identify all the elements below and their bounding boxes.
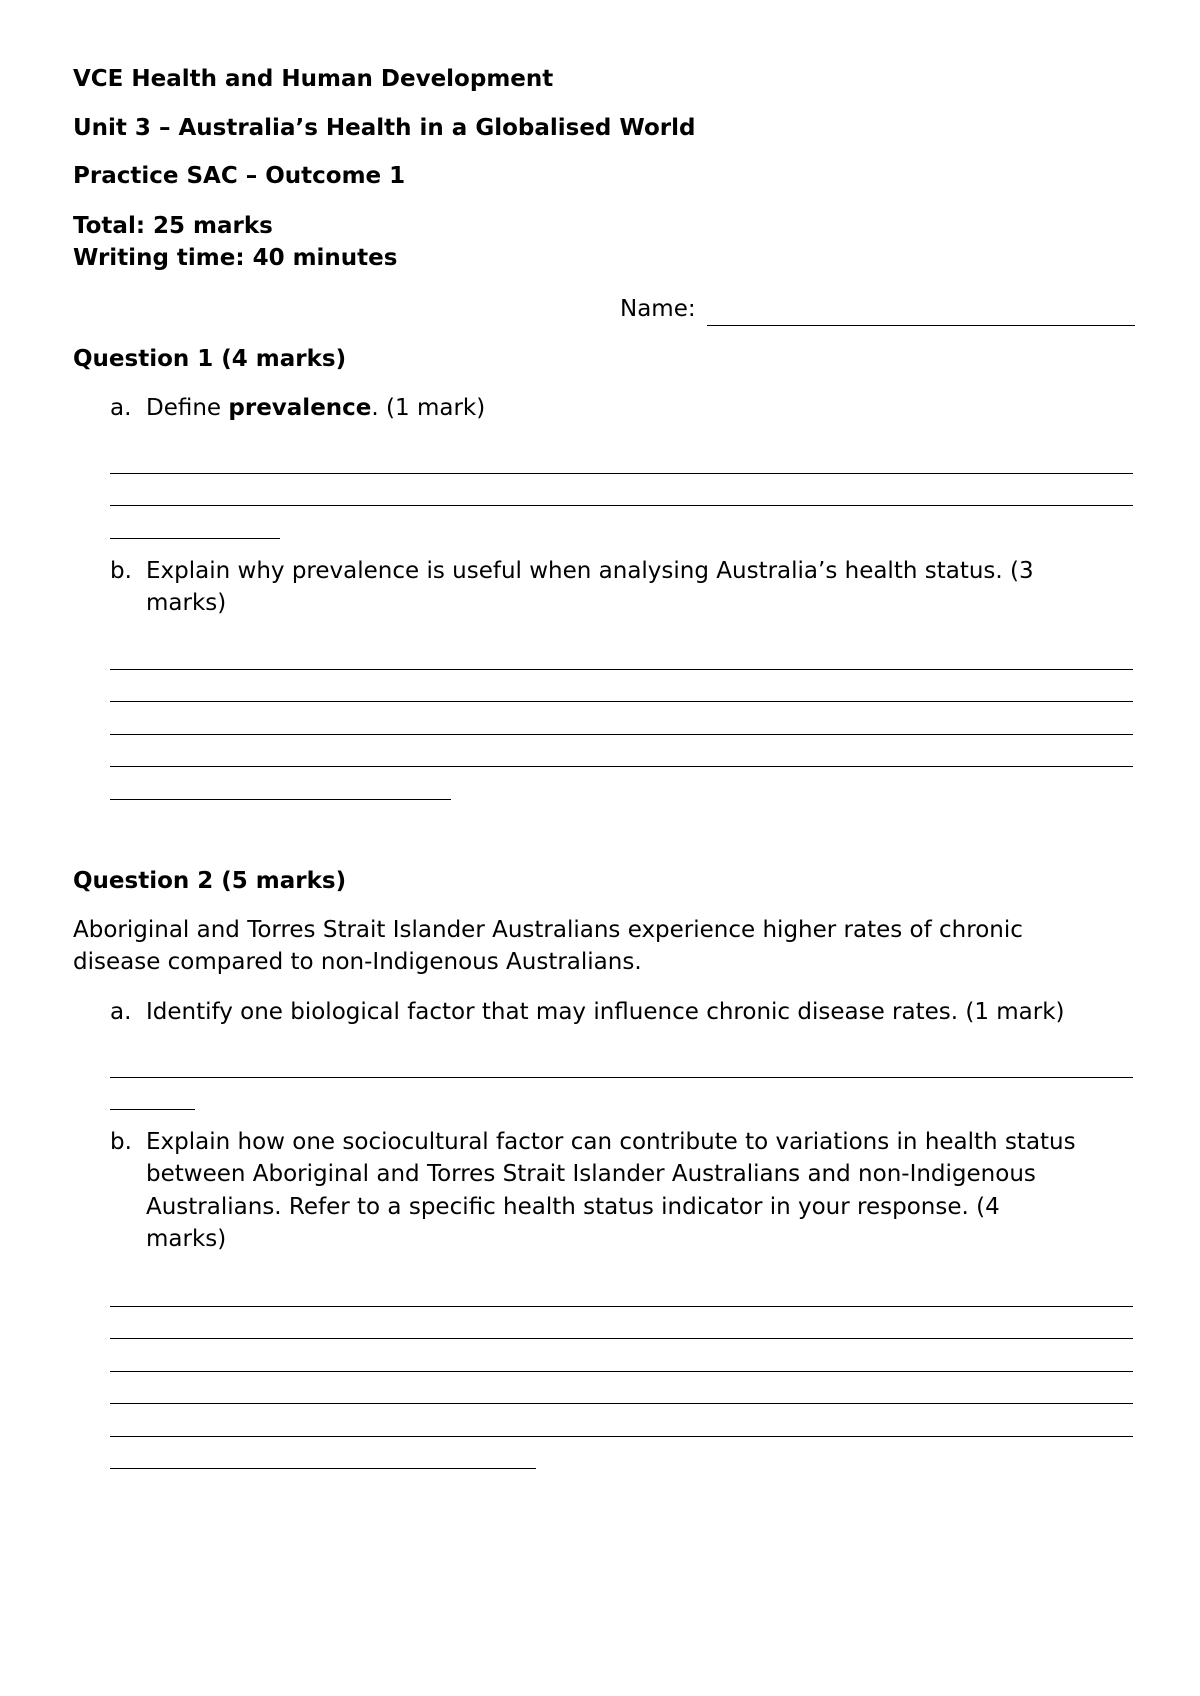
q2a-answer-line[interactable] [110,1109,195,1110]
q2b-answer-line[interactable] [110,1338,1133,1339]
course-title: VCE Health and Human Development [73,66,554,92]
q2a-marker: a. [110,999,132,1025]
writing-time: Writing time: 40 minutes [73,245,398,271]
q1a-answer-line[interactable] [110,538,280,539]
q1b-marker: b. [110,558,132,584]
assessment-title: Practice SAC – Outcome 1 [73,163,406,189]
q2b-marker: b. [110,1129,132,1155]
q1b-prompt-line1: Explain why prevalence is useful when analysing Australia’s health status. (3 [146,558,1034,584]
q1b-answer-line[interactable] [110,701,1133,702]
q2-stimulus-line1: Aboriginal and Torres Strait Islander Australians experience higher rates of chronic [73,917,1023,943]
q2b-answer-line[interactable] [110,1436,1133,1437]
unit-title: Unit 3 – Australia’s Health in a Globalised World [73,115,696,141]
q2b-prompt-line2: between Aboriginal and Torres Strait Islander Australians and non-Indigenous [146,1161,1036,1187]
q1a-prompt [146,395,485,421]
q1a-answer-line[interactable] [110,473,1133,474]
question-1-heading: Question 1 (4 marks) [73,346,347,372]
q1b-answer-line[interactable] [110,799,451,800]
q2b-prompt-line4: marks) [146,1226,227,1252]
q2b-answer-line[interactable] [110,1371,1133,1372]
q2-stimulus-line2: disease compared to non-Indigenous Australians. [73,949,642,975]
q1a-answer-line[interactable] [110,505,1133,506]
q1b-prompt-line2: marks) [146,590,227,616]
name-answer-line[interactable] [707,325,1135,326]
q2b-prompt-line1: Explain how one sociocultural factor can contribute to variations in health status [146,1129,1076,1155]
question-2-heading: Question 2 (5 marks) [73,868,347,894]
name-label: Name: [620,296,696,322]
q2a-answer-line[interactable] [110,1077,1133,1078]
q1a-suffix: . (1 mark) [371,395,486,421]
q1a-term: prevalence [228,395,372,421]
q2b-answer-line[interactable] [110,1468,536,1469]
q2a-prompt: Identify one biological factor that may influence chronic disease rates. (1 mark) [146,999,1065,1025]
total-marks: Total: 25 marks [73,213,273,239]
q1b-answer-line[interactable] [110,734,1133,735]
q2b-prompt-line3: Australians. Refer to a specific health status indicator in your response. (4 [146,1194,1000,1220]
q2b-answer-line[interactable] [110,1403,1133,1404]
q2b-answer-line[interactable] [110,1306,1133,1307]
q1b-answer-line[interactable] [110,766,1133,767]
q1a-prefix: Define [146,395,229,421]
q1b-answer-line[interactable] [110,669,1133,670]
q1a-marker: a. [110,395,132,421]
